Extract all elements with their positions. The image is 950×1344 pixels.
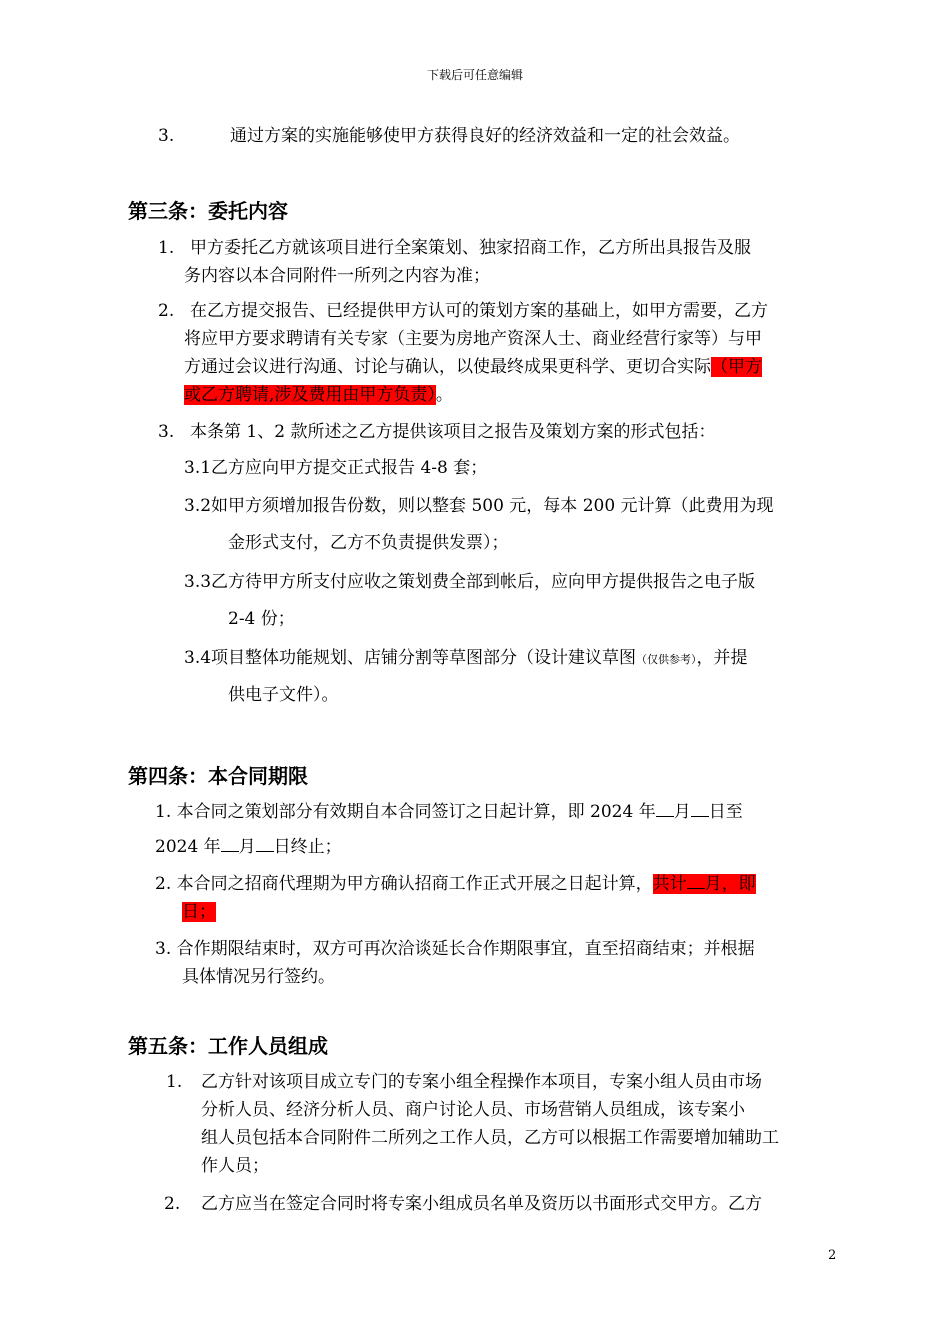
art3-item2-line4-end: 。 xyxy=(435,385,453,405)
month-count-blank xyxy=(687,872,705,889)
art3-sub3-line1: 3.3乙方待甲方所支付应收之策划费全部到帐后，应向甲方提供报告之电子版 xyxy=(184,572,756,592)
art5-item1-line1: 乙方针对该项目成立专门的专案小组全程操作本项目，专案小组人员由市场 xyxy=(201,1072,762,1092)
art5-item1-num: 1. xyxy=(166,1072,183,1092)
art3-sub4-line1-b: ，并提 xyxy=(696,648,748,668)
art4-item2-month-ie: 月，即 xyxy=(704,874,756,894)
art3-item2-line1: 在乙方提交报告、已经提供甲方认可的策划方案的基础上，如甲方需要，乙方 xyxy=(190,301,768,321)
art4-item2-highlight-b: 日； xyxy=(182,902,216,922)
article-3-title: 第三条：委托内容 xyxy=(128,199,288,223)
art4-item1-line1 xyxy=(155,800,743,824)
art3-sub3-line2: 2-4 份； xyxy=(228,609,295,629)
page-header: 下载后可任意编辑 xyxy=(426,68,523,82)
article-4-title: 第四条：本合同期限 xyxy=(128,764,308,788)
art4-item1-month-2: 月 xyxy=(238,837,256,857)
page-number: 2 xyxy=(828,1248,837,1263)
art5-item2-line1: 乙方应当在签定合同时将专案小组成员名单及资历以书面形式交甲方。乙方 xyxy=(201,1194,762,1214)
month-blank xyxy=(656,800,674,817)
art3-sub4-line1 xyxy=(184,646,748,672)
art3-sub1: 3.1乙方应向甲方提交正式报告 4-8 套； xyxy=(184,458,488,478)
art3-item3-num: 3. xyxy=(158,422,175,442)
art3-sub4-line2: 供电子文件）。 xyxy=(228,685,339,705)
art4-item3-line2: 具体情况另行签约。 xyxy=(182,967,335,987)
art4-item2-highlight xyxy=(653,874,756,894)
art4-item1-month: 月 xyxy=(673,802,691,822)
art3-item1-line1: 甲方委托乙方就该项目进行全案策划、独家招商工作，乙方所出具报告及服 xyxy=(190,238,751,258)
day-blank xyxy=(691,800,709,817)
art3-item2-line3-text: 方通过会议进行沟通、讨论与确认，以使最终成果更科学、更切合实际 xyxy=(184,357,711,377)
art4-item3-line1: 3. 合作期限结束时，双方可再次洽谈延长合作期限事宜，直至招商结束；并根据 xyxy=(155,939,755,959)
art3-sub4-note: （仅供参考） xyxy=(636,653,697,666)
art4-item2-line2 xyxy=(182,900,216,924)
art4-item1-line1-c: 日至 xyxy=(708,802,743,822)
art3-sub2-line2: 金形式支付，乙方不负责提供发票）； xyxy=(228,533,509,553)
art4-item2-line1-text: 2. 本合同之招商代理期为甲方确认招商工作正式开展之日起计算， xyxy=(155,874,653,894)
art3-item1-num: 1. xyxy=(158,238,175,258)
art3-item2-line3 xyxy=(184,355,762,379)
art3-item2-highlight-a: （甲方 xyxy=(711,357,762,377)
article-5-title: 第五条：工作人员组成 xyxy=(128,1034,328,1058)
art5-item1-line4: 作人员； xyxy=(201,1156,269,1176)
art3-sub4-line1-a: 3.4项目整体功能规划、店铺分割等草图部分（设计建议草图 xyxy=(184,648,637,668)
art4-item2-total: 共计 xyxy=(652,874,687,894)
art4-item1-line2-c: 日终止； xyxy=(273,837,342,857)
intro-text: 通过方案的实施能够使甲方获得良好的经济效益和一定的社会效益。 xyxy=(230,126,740,146)
art5-item1-line3: 组人员包括本合同附件二所列之工作人员，乙方可以根据工作需要增加辅助工 xyxy=(201,1128,779,1148)
art3-item2-line4 xyxy=(184,383,453,407)
intro-num: 3. xyxy=(158,126,175,146)
art3-item3-text: 本条第 1、2 款所述之乙方提供该项目之报告及策划方案的形式包括： xyxy=(190,422,716,442)
art4-item1-line2 xyxy=(155,835,342,859)
art4-item2-line1 xyxy=(155,872,756,896)
art4-item1-line1-a: 1. 本合同之策划部分有效期自本合同签订之日起计算，即 2024 年 xyxy=(155,802,656,822)
art3-item2-num: 2. xyxy=(158,301,175,321)
month-blank xyxy=(221,835,239,852)
art3-item2-line2: 将应甲方要求聘请有关专家（主要为房地产资深人士、商业经营行家等）与甲 xyxy=(184,329,762,349)
art5-item2-num: 2. xyxy=(164,1194,181,1214)
art4-item1-line2-a: 2024 年 xyxy=(155,837,221,857)
art5-item1-line2: 分析人员、经济分析人员、商户讨论人员、市场营销人员组成，该专案小 xyxy=(201,1100,745,1120)
art3-item2-highlight-b: 或乙方聘请,涉及费用由甲方负责） xyxy=(184,385,436,405)
art3-sub2-line1: 3.2如甲方须增加报告份数，则以整套 500 元，每本 200 元计算（此费用为现 xyxy=(184,496,774,516)
art3-item1-line2: 务内容以本合同附件一所列之内容为准； xyxy=(184,266,490,286)
day-blank xyxy=(256,835,274,852)
